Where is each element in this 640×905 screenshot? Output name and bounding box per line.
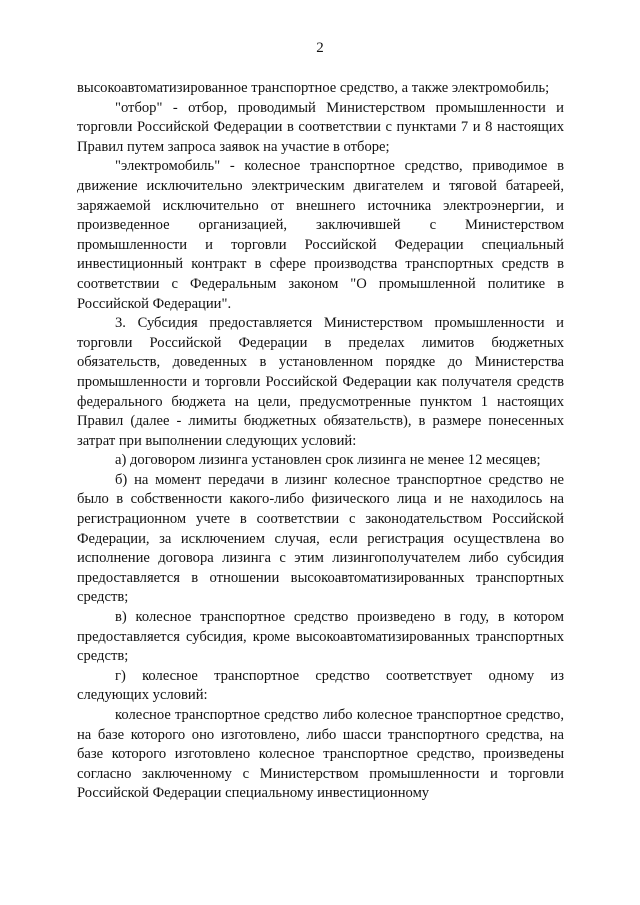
paragraph-condition-g-option-1: колесное транспортное средство либо колесное транспортное средство, на базе которого оно изготовлено, либо шасси транспортного средства, на базе которого изготовлено колесное транспортное средство, произведены согласно заключенному с Министерством промышленности и торговли Российской Федерации специальному инвестиционному [77,707,564,802]
paragraph-condition-a: а) договором лизинга установлен срок лизинга не менее 12 месяцев; [115,452,541,469]
paragraph-condition-v: в) колесное транспортное средство произведено в году, в котором предоставляется субсидия, кроме высокоавтоматизированных транспортных средств; [77,609,564,665]
paragraph-clause-3: 3. Субсидия предоставляется Министерством промышленности и торговли Российской Федерации в пределах лимитов бюджетных обязательств, доведенных в установленном порядке до Министерства промышленности и торговли Российской Федерации как получателя средств федерального бюджета на цели, предусмотренные пунктом 1 настоящих Правил (далее - лимиты бюджетных обязательств), в размере понесенных затрат при выполнении следующих условий: [77,315,564,449]
paragraph-definition-electric-vehicle: "электромобиль" - колесное транспортное средство, приводимое в движение исключительно электрическим двигателем и тяговой батареей, заряжаемой исключительно от внешнего источника электроэнергии, и произведенное организацией, заключившей с Министерством промышленности и торговли Российской Федерации специальный инвестиционный контракт в сфере производства транспортных средств в соответствии с Федеральным законом "О промышленной политике в Российской Федерации". [77,158,564,312]
paragraph-condition-b: б) на момент передачи в лизинг колесное транспортное средство не было в собственности какого-либо физического лица и не находилось на регистрационном учете в соответствии с законодательством Российской Федерации, за исключением случая, если регистрация осуществлена во исполнение договора лизинга с этим лизингополучателем либо субсидия предоставляется в отношении высокоавтоматизированных транспортных средств; [77,471,564,606]
page-number: 2 [316,40,324,56]
paragraph-definition-continuation: высокоавтоматизированное транспортное средство, а также электромобиль; [77,80,550,96]
paragraph-definition-selection: "отбор" - отбор, проводимый Министерством промышленности и торговли Российской Федерации в соответствии с пунктами 7 и 8 настоящих Правил путем запроса заявок на участие в отборе; [77,99,564,155]
document-body [77,79,564,804]
paragraph-condition-g: г) колесное транспортное средство соответствует одному из следующих условий: [77,667,564,704]
